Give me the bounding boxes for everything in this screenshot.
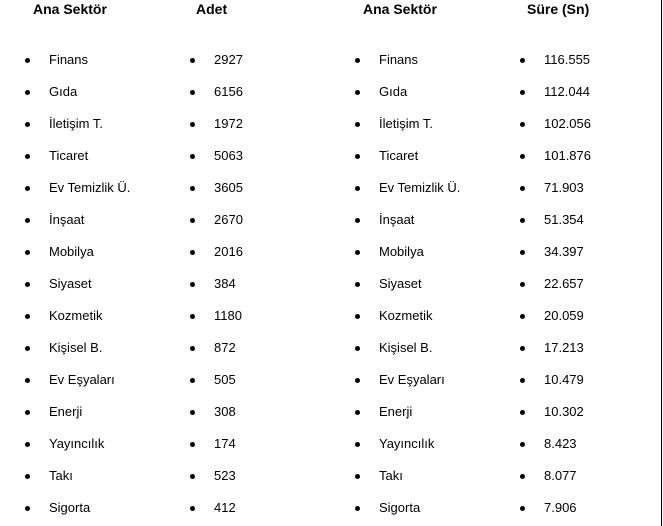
list-item-text: 1180 (214, 308, 242, 323)
bullet-icon (355, 90, 360, 95)
bullet-icon (190, 218, 195, 223)
list-item (190, 76, 350, 108)
list-item (25, 236, 185, 268)
list-item (25, 140, 185, 172)
bullet-icon (355, 154, 360, 159)
list-item (190, 268, 350, 300)
bullet-icon (25, 122, 30, 127)
count-list (190, 44, 350, 524)
list-item-text: Takı (49, 468, 73, 483)
bullet-icon (520, 282, 525, 287)
list-item-text: İnşaat (379, 212, 415, 227)
list-item-text: 102.056 (544, 116, 591, 131)
bullet-icon (355, 346, 360, 351)
bullet-icon (520, 442, 525, 447)
list-item-text: 51.354 (544, 212, 584, 227)
list-item-text: Gıda (379, 84, 408, 99)
list-item (25, 204, 185, 236)
list-item-text: 116.555 (544, 52, 591, 67)
list-item-text: Finans (379, 52, 419, 67)
list-item-text: Kozmetik (379, 308, 433, 323)
list-item (355, 300, 515, 332)
bullet-icon (190, 506, 195, 511)
list-item (190, 332, 350, 364)
list-item-text: Ticaret (49, 148, 89, 163)
list-item (355, 268, 515, 300)
list-item-text: 308 (214, 404, 236, 419)
list-item-text: Enerji (379, 404, 413, 419)
bullet-icon (25, 218, 30, 223)
list-item (355, 492, 515, 524)
bullet-icon (190, 122, 195, 127)
list-item (520, 172, 663, 204)
list-item (520, 460, 663, 492)
list-item-text: İletişim T. (379, 116, 433, 131)
list-item (25, 268, 185, 300)
list-item (25, 364, 185, 396)
list-item (355, 396, 515, 428)
list-item-text: Kozmetik (49, 308, 103, 323)
list-item (25, 492, 185, 524)
list-item (190, 140, 350, 172)
bullet-icon (25, 410, 30, 415)
list-item-text: 71.903 (544, 180, 584, 195)
bullet-icon (190, 314, 195, 319)
list-item-text: Ev Temizlik Ü. (379, 180, 461, 195)
list-item (190, 428, 350, 460)
bullet-icon (25, 314, 30, 319)
list-item-text: 2670 (214, 212, 243, 227)
header-ana-sektor-2: Ana Sektör (363, 1, 437, 17)
list-item-text: Siyaset (49, 276, 92, 291)
list-item (355, 460, 515, 492)
list-item (355, 172, 515, 204)
bullet-icon (520, 410, 525, 415)
bullet-icon (520, 378, 525, 383)
bullet-icon (355, 282, 360, 287)
table-header-row (0, 0, 663, 22)
bullet-icon (520, 90, 525, 95)
bullet-icon (355, 314, 360, 319)
list-item (190, 396, 350, 428)
list-item (190, 460, 350, 492)
bullet-icon (520, 218, 525, 223)
list-item-text: 34.397 (544, 244, 584, 259)
list-item-text: Yayıncılık (379, 436, 435, 451)
list-item (520, 492, 663, 524)
list-item-text: Mobilya (49, 244, 94, 259)
bullet-icon (190, 58, 195, 63)
list-item-text: Gıda (49, 84, 78, 99)
list-item (190, 108, 350, 140)
bullet-icon (520, 250, 525, 255)
list-item (355, 428, 515, 460)
list-item-text: 1972 (214, 116, 243, 131)
list-item-text: Sigorta (379, 500, 421, 515)
list-item-text: İletişim T. (49, 116, 103, 131)
bullet-icon (25, 250, 30, 255)
list-item-text: 22.657 (544, 276, 584, 291)
list-item-text: Ev Eşyaları (379, 372, 445, 387)
bullet-icon (355, 410, 360, 415)
list-item-text: 5063 (214, 148, 243, 163)
bullet-icon (25, 186, 30, 191)
list-item-text: Siyaset (379, 276, 422, 291)
bullet-icon (520, 186, 525, 191)
list-item-text: 872 (214, 340, 236, 355)
bullet-icon (25, 90, 30, 95)
bullet-icon (190, 282, 195, 287)
bullet-icon (25, 58, 30, 63)
list-item-text: 112.044 (544, 84, 591, 99)
list-item (520, 108, 663, 140)
list-item (355, 332, 515, 364)
list-item (355, 236, 515, 268)
list-item (520, 76, 663, 108)
bullet-icon (355, 218, 360, 223)
list-item-text: 7.906 (544, 500, 577, 515)
list-item (520, 268, 663, 300)
list-item-text: İnşaat (49, 212, 85, 227)
bullet-icon (355, 186, 360, 191)
list-item-text: Finans (49, 52, 89, 67)
bullet-icon (190, 154, 195, 159)
list-item (520, 140, 663, 172)
list-item (355, 204, 515, 236)
bullet-icon (520, 506, 525, 511)
list-item (25, 44, 185, 76)
bullet-icon (190, 90, 195, 95)
list-item-text: 3605 (214, 180, 243, 195)
list-item (520, 396, 663, 428)
list-item-text: 6156 (214, 84, 243, 99)
list-item (25, 76, 185, 108)
sector-list-1 (25, 44, 185, 524)
bullet-icon (355, 506, 360, 511)
bullet-icon (355, 474, 360, 479)
bullet-icon (25, 282, 30, 287)
list-item (355, 364, 515, 396)
bullet-icon (190, 442, 195, 447)
bullet-icon (190, 474, 195, 479)
list-item (25, 172, 185, 204)
duration-list (520, 44, 663, 524)
list-item (520, 332, 663, 364)
list-item (25, 300, 185, 332)
bullet-icon (25, 442, 30, 447)
list-item (520, 364, 663, 396)
list-item (190, 172, 350, 204)
list-item-text: 2927 (214, 52, 243, 67)
bullet-icon (190, 410, 195, 415)
list-item-text: Ev Eşyaları (49, 372, 115, 387)
bullet-icon (25, 474, 30, 479)
bullet-icon (520, 314, 525, 319)
bullet-icon (190, 378, 195, 383)
bullet-icon (25, 378, 30, 383)
list-item (25, 332, 185, 364)
bullet-icon (190, 250, 195, 255)
bullet-icon (25, 346, 30, 351)
list-item (25, 460, 185, 492)
sector-list-2 (355, 44, 515, 524)
list-item (190, 300, 350, 332)
list-item-text: Ev Temizlik Ü. (49, 180, 131, 195)
bullet-icon (520, 346, 525, 351)
list-item (520, 236, 663, 268)
list-item-text: 17.213 (544, 340, 584, 355)
list-item-text: Sigorta (49, 500, 91, 515)
list-item (190, 44, 350, 76)
list-item (190, 492, 350, 524)
list-item (190, 364, 350, 396)
list-item (520, 44, 663, 76)
list-item-text: 412 (214, 500, 236, 515)
list-item-text: 20.059 (544, 308, 584, 323)
list-item (520, 300, 663, 332)
list-item-text: Yayıncılık (49, 436, 105, 451)
list-item-text: 2016 (214, 244, 243, 259)
header-sure: Süre (Sn) (527, 1, 590, 17)
list-item-text: 101.876 (544, 148, 591, 163)
bullet-icon (190, 186, 195, 191)
list-item-text: 10.479 (544, 372, 584, 387)
list-item-text: 174 (214, 436, 236, 451)
bullet-icon (190, 346, 195, 351)
bullet-icon (520, 154, 525, 159)
list-item (355, 76, 515, 108)
bullet-icon (520, 122, 525, 127)
bullet-icon (25, 154, 30, 159)
list-item (520, 428, 663, 460)
list-item (190, 236, 350, 268)
header-ana-sektor-1: Ana Sektör (33, 1, 107, 17)
page-right-border (661, 0, 662, 526)
list-item-text: Kişisel B. (49, 340, 103, 355)
list-item-text: Mobilya (379, 244, 424, 259)
list-item-text: Takı (379, 468, 403, 483)
bullet-icon (355, 58, 360, 63)
list-item-text: Enerji (49, 404, 83, 419)
list-item (520, 204, 663, 236)
list-item (25, 428, 185, 460)
list-item-text: 8.077 (544, 468, 577, 483)
header-adet: Adet (196, 1, 228, 17)
list-item-text: 384 (214, 276, 236, 291)
bullet-icon (355, 442, 360, 447)
list-item-text: Ticaret (379, 148, 419, 163)
list-item-text: 505 (214, 372, 236, 387)
list-item (25, 396, 185, 428)
list-item-text: Kişisel B. (379, 340, 433, 355)
bullet-icon (520, 58, 525, 63)
list-item-text: 523 (214, 468, 236, 483)
list-item (355, 140, 515, 172)
list-item (190, 204, 350, 236)
list-item (355, 44, 515, 76)
list-item-text: 8.423 (544, 436, 577, 451)
bullet-icon (520, 474, 525, 479)
list-item (355, 108, 515, 140)
bullet-icon (355, 378, 360, 383)
bullet-icon (355, 250, 360, 255)
bullet-icon (25, 506, 30, 511)
list-item-text: 10.302 (544, 404, 584, 419)
list-item (25, 108, 185, 140)
bullet-icon (355, 122, 360, 127)
